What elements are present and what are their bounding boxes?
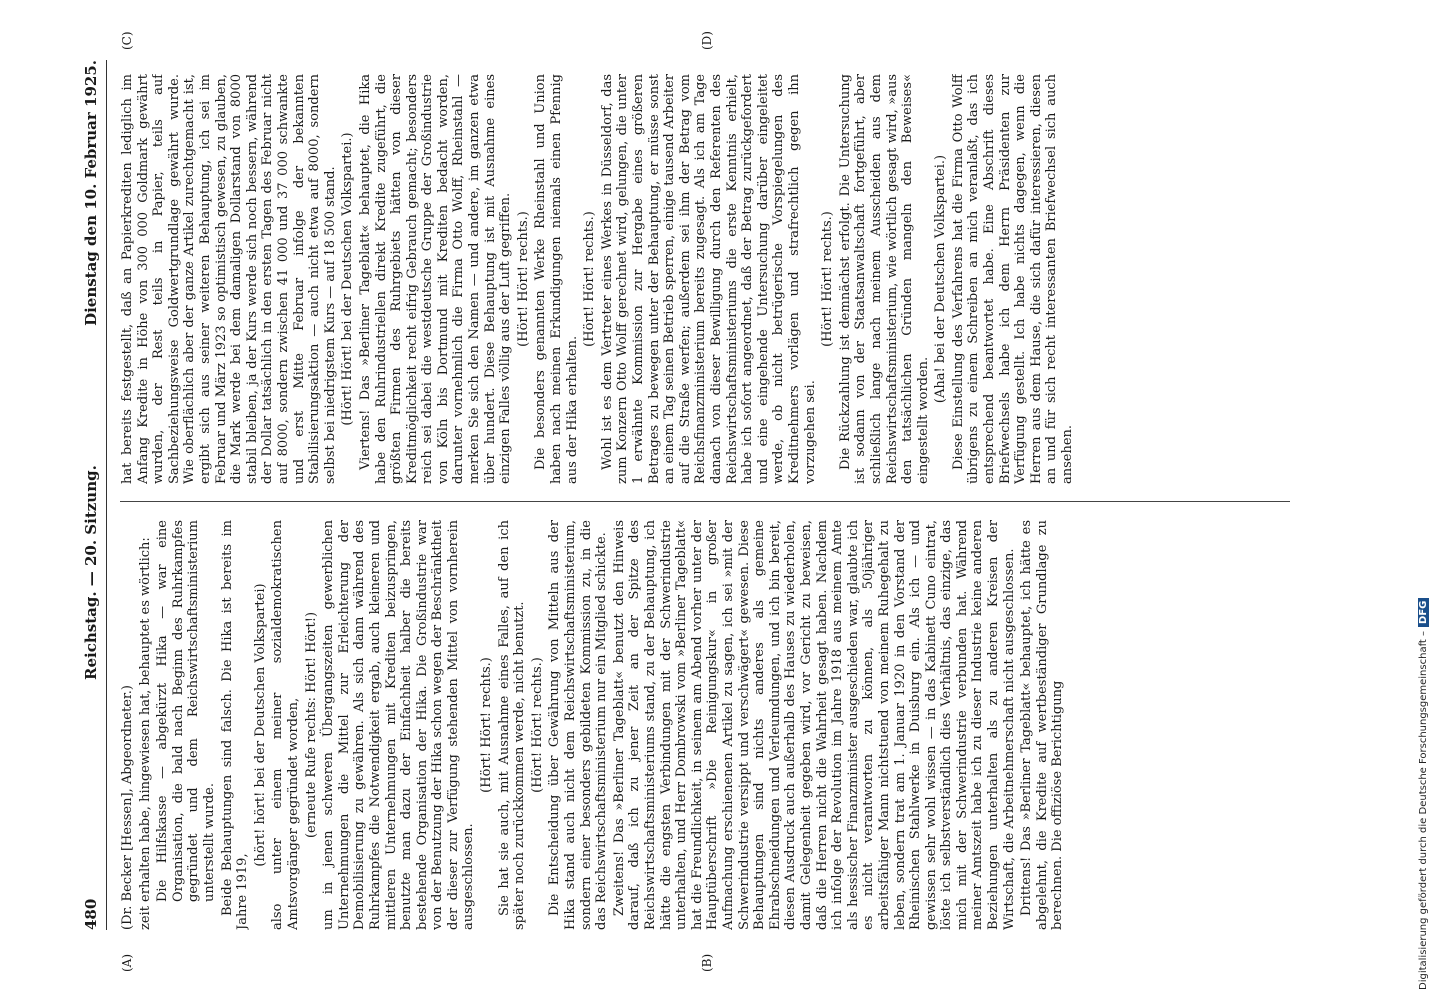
paragraph: zeit erhalten habe, hingewiesen hat, behauptet es wörtlich: (137, 537, 153, 930)
session-date: Dienstag den 10. Februar 1925. (82, 60, 100, 326)
quote-paragraph: Die Hilfskasse — abgekürzt Hika — war eine Organisation, die bald nach Beginn des Ruhrkampfes gegründet und dem Reichswirtschaftsministerium unterstellt wurde. (155, 520, 217, 902)
paragraph: Sie hat sie auch, mit Ausnahme eines Falles, auf den ich später noch zurückkommen werde, nicht benutzt. (496, 520, 528, 930)
interjection: (Aha! bei der Deutschen Volkspartei.) (933, 154, 949, 404)
margin-marker-b: (B) (700, 953, 714, 972)
margin-marker-d: (D) (700, 31, 714, 50)
left-column (120, 520, 1300, 930)
paragraph: Beide Behauptungen sind falsch. Die Hika ist bereits im Jahre 1919, (219, 520, 251, 930)
paragraph: Die Rückzahlung ist demnächst erfolgt. Die Untersuchung ist sodann von der Staatsanwaltschaft fortgeführt, aber schließlich lange nach meinem Ausscheiden aus dem Reichswirtschaftsministerium, wie wörtlich gesagt wird, »aus den tatsächlichen Gründen mangeln den Beweises« eingestellt worden. (837, 74, 931, 484)
credit-text: Digitalisierung gefördert durch die Deutsche Forschungsgemeinschaft – (1418, 630, 1429, 990)
paragraph: Zweitens! Das »Berliner Tageblatt« benutzt den Hinweis darauf, daß ich zu jener Zeit an der Spitze des Reichswirtschaftsministeriums stand, zu der Behauptung, ich hätte die engsten Verbindungen mit der Schwerindustrie unterhalten, und Herr Dombrowski vom »Berliner Tageblatt« hat die Freundlichkeit, in seinem am Abend vorher unter der Hauptüberschrift »Die Reinigungskur« in großer Aufmachung erschienenen Artikel zu sagen, ich sei »mit der Schwerindustrie versippt und verschwägert« gewesen. Diese Behauptungen sind nichts anderes als gemeine Ehrabschneidungen und Verleumdungen, und ich bin bereit, diesen Ausdruck auch außerhalb des Hauses zu wiederholen, damit Gelegenheit gegeben wird, vor Gericht zu beweisen, daß die Herren nicht die Wahrheit gesagt haben. Nachdem ich infolge der Revolution im Jahre 1918 aus meinem Amte als hessischer Finanzminister ausgeschieden war, glaubte ich es nicht verantworten zu können, als 50jähriger arbeitsfähiger Mann nichtstuend von meinem Ruhegehalt zu leben, sondern trat am 1. Januar 1920 in den Vorstand der Rheinischen Stahlwerke in Duisburg ein. Als ich — und gewissen sehr wohl wissen — in das Kabinett Cuno eintrat, löste ich selbstverständlich dies Verhältnis, das einzige, das mich mit der Schwerindustrie verbunden hat. Während meiner Amtszeit habe ich zu dieser Industrie keine anderen Beziehungen unterhalten als zu anderen Kreisen der Wirtschaft, die Arbeitnehmerschaft nicht ausgeschlossen. (611, 520, 1017, 930)
interjection: (Hört! Hört! rechts.) (515, 211, 531, 347)
interjection: (erneute Rufe rechts: Hört! Hört!) (303, 611, 319, 839)
interjection: (Hört! Hört! rechts.) (479, 657, 495, 793)
interjection: (Hört! Hört! bei der Deutschen Volkspartei.) (340, 132, 356, 426)
speaker-line: (Dr. Becker [Hessen], Abgeordneter.) (120, 685, 135, 930)
paragraph: Wohl ist es dem Vertreter eines Werkes in Düsseldorf, das zum Konzern Otto Wolff gerechnet wird, gelungen, die unter 1 erwähnte Kommission zur Hergabe eines größeren Betrages zu bewegen unter der Behauptung, er müsse sonst an einem Tag seinen Betrieb sperren, einige tausend Arbeiter auf die Straße werfen; außerdem sei ihm der Betrag vom Reichsfinanzministerium bereits zugesagt. Als ich am Tage danach von dieser Bewilligung durch den Referenten des Reichswirtschaftsministeriums die erste Kenntnis erhielt, habe ich sofort angeordnet, daß der Betrag zurückgefordert und eine eingehende Untersuchung darüber eingeleitet werde, ob nicht betrügerische Vorspiegelungen des Kreditnehmers vorlägen und strafrechtlich gegen ihn vorzugehen sei. (599, 74, 818, 484)
interjection: (Hört! Hört! rechts.) (582, 211, 598, 347)
session-title: Reichstag. — 20. Sitzung. (82, 465, 100, 680)
column-divider (120, 501, 1290, 502)
digitization-credit (1418, 598, 1429, 990)
margin-marker-a: (A) (120, 953, 134, 972)
document-page (80, 31, 1310, 972)
margin-marker-c: (C) (120, 31, 134, 50)
page-number: 480 (82, 898, 100, 930)
interjection: (Hört! Hört! rechts.) (820, 211, 836, 347)
paragraph: Diese Einstellung des Verfahrens hat die Firma Otto Wolff übrigens zu einem Schreiben an mich veranlaßt, das ich entsprechend beantwortet habe. Eine Abschrift dieses Briefwechsels habe ich dem Herrn Präsidenten zur Verfügung gestellt. Ich habe nichts dagegen, wenn die Herren aus dem Hause, die sich dafür interessieren, diesen an und für sich recht interessanten Briefwechsel sich auch ansehen. (950, 74, 1076, 484)
paragraph: Drittens! Das »Berliner Tageblatt« behauptet, ich hätte es abgelehnt, die Kredite auf wertbeständiger Grundlage zu berechnen. Die offiziöse Berichtigung (1019, 520, 1066, 930)
interjection: (hört! hört! bei der Deutschen Volkspartei) (252, 583, 268, 867)
paragraph: hat bereits festgestellt, daß an Papierkrediten lediglich im Anfang Kredite in Höhe von 300 000 Goldmark gewährt wurden, der Rest teils in Papier, teils auf Sachbeziehungsweise Goldwertgrundlage gewährt wurde. Wie oberflächlich aber der ganze Artikel zurechtgemacht ist, ergibt sich aus seiner weiteren Behauptung, ich sei im Februar und März 1923 so optimistisch gewesen, zu glauben, die Mark werde bei dem damaligen Dollarstand von 8000 stabil bleiben, ja der Kurs werde sich noch bessern, während der Dollar tatsächlich in den ersten Tagen des Februar nicht auf 8000, sondern zwischen 41 000 und 37 000 schwankte und erst Mitte Februar infolge der bekannten Stabilisierungsaktion — auch nicht etwa auf 8000, sondern selbst bei niedrigstem Kurs — auf 18 500 stand. (120, 74, 338, 484)
dfg-logo: DFG (1418, 598, 1429, 627)
paragraph: um in jenen schweren Übergangszeiten gewerblichen Unternehmungen die Mittel zur Erleichterung der Demobilisierung zu gewähren. Als sich dann während des Ruhrkampfes die Notwendigkeit ergab, auch kleineren und mittleren Unternehmungen mit Krediten beizuspringen, benutzte man dazu der Einfachheit halber die bereits bestehende Organisation der Hika. Die Großindustrie war von der Benutzung der Hika schon wegen der Beschränktheit der dieser zur Verfügung stehenden Mittel von vornherein ausgeschlossen. (321, 520, 477, 930)
right-column (120, 74, 1300, 484)
paragraph: Die besonders genannten Werke Rheinstahl und Union haben nach meinen Erkundigungen niemals einen Pfennig aus der Hika erhalten. (533, 74, 580, 484)
paragraph: Die Entscheidung über Gewährung von Mitteln aus der Hika stand auch nicht dem Reichswirtschaftsministerium, sondern einer besonders gebildeten Kommission zu, in die das Reichswirtschaftsministerium nur ein Mitglied schickte. (547, 520, 610, 930)
paragraph: Viertens! Das »Berliner Tageblatt« behauptet, die Hika habe den Ruhrindustriellen direkt Kredite zugeführt, die größten Firmen des Ruhrgebiets hätten von dieser Kreditmöglichkeit recht eifrig Gebrauch gemacht; besonders reich sei dabei die westdeutsche Gruppe der Großindustrie von Köln bis Dortmund mit Krediten bedacht worden, darunter vornehmlich die Firma Otto Wolff, Rheinstahl — merken Sie sich den Namen — und andere, im ganzen etwa über hundert. Diese Behauptung ist mit Ausnahme eines einzigen Falles völlig aus der Luft gegriffen. (357, 74, 514, 484)
interjection: (Hört! Hört! rechts.) (529, 657, 545, 793)
paragraph: also unter einem meiner sozialdemokratischen Amtsvorgänger gegründet worden, (270, 520, 301, 930)
page-header (80, 60, 107, 930)
